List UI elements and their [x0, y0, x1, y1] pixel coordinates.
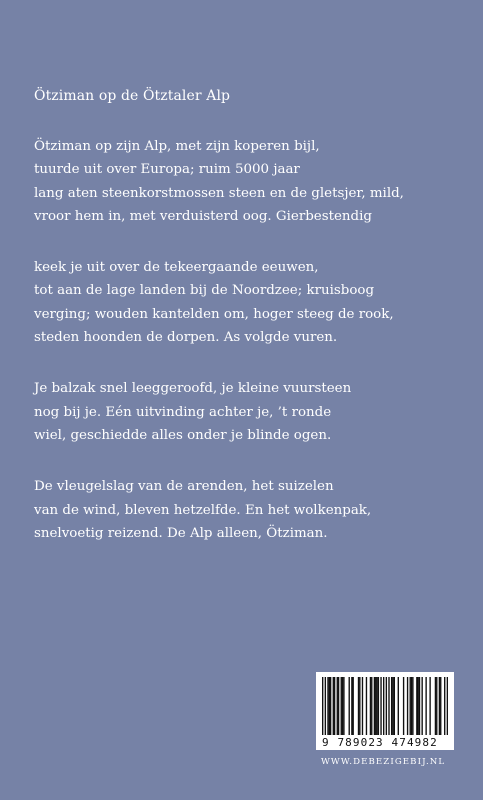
barcode-bars [322, 677, 448, 735]
poem-line: verging; wouden kantelden om, hoger steeg de rook, [34, 306, 394, 322]
barcode-bar [410, 677, 411, 735]
barcode-bar [362, 677, 363, 735]
barcode-bar [353, 677, 354, 735]
barcode-bar [416, 677, 417, 735]
barcode-bar [366, 677, 367, 735]
isbn-barcode [316, 672, 454, 750]
barcode-bar [412, 677, 413, 735]
poem-line: steden hoonden de dorpen. As volgde vuren. [34, 330, 338, 346]
barcode-bar [419, 677, 420, 735]
barcode-bar [380, 677, 381, 735]
isbn-number: 9 789023 474982 [322, 736, 438, 749]
barcode-bar [376, 677, 377, 735]
stanza-2 [34, 256, 454, 349]
barcode-bar [327, 677, 328, 735]
barcode-bar [411, 677, 412, 735]
barcode-bar [388, 677, 389, 735]
barcode-bar [440, 677, 441, 735]
barcode-bar [325, 677, 326, 735]
barcode-bar [329, 677, 330, 735]
barcode-bar [337, 677, 338, 735]
barcode-bar [342, 677, 343, 735]
barcode-bar [436, 677, 437, 735]
stanza-3 [34, 377, 454, 447]
poem-line: wiel, geschiedde alles onder je blinde ogen. [34, 427, 332, 443]
barcode-bar [417, 677, 418, 735]
barcode-bar [383, 677, 384, 735]
poem-line: Ötziman op zijn Alp, met zijn koperen bijl, [34, 139, 320, 154]
poem-line: Je balzak snel leeggeroofd, je kleine vuursteen [34, 381, 352, 397]
barcode-bar [391, 677, 392, 735]
barcode-bar [429, 677, 430, 735]
barcode-bar [403, 677, 404, 735]
poem-line: De vleugelslag van de arenden, het suizelen [34, 479, 334, 495]
barcode-bar [435, 677, 436, 735]
barcode-bar [330, 677, 331, 735]
poem-line: tot aan de lage landen bij de Noordzee; kruisboog [34, 283, 375, 299]
poem-line: nog bij je. Eén uitvinding achter je, ’t ronde [34, 404, 332, 420]
barcode-bar [322, 677, 323, 735]
barcode-bar [338, 677, 339, 735]
poem-line: lang aten steenkorstmossen steen en de gletsjer, mild, [34, 185, 404, 201]
barcode-bar [378, 677, 379, 735]
poem-line: van de wind, bleven hetzelfde. En het wolkenpak, [34, 502, 372, 518]
barcode-bar [371, 677, 372, 735]
barcode-bar [421, 677, 422, 735]
barcode-bar [349, 677, 350, 735]
barcode-bar [374, 677, 375, 735]
barcode-bar [407, 677, 408, 735]
barcode-bar [444, 677, 445, 735]
barcode-bar [370, 677, 371, 735]
barcode-bar [386, 677, 387, 735]
publisher-website: WWW.DEBEZIGEBIJ.NL [321, 757, 446, 767]
stanza-4 [34, 475, 454, 545]
barcode-bar [398, 677, 399, 735]
barcode-bar [375, 677, 376, 735]
barcode-bar [359, 677, 360, 735]
barcode-bar [341, 677, 342, 735]
poem-line: vroor hem in, met verduisterd oog. Gierbestendig [34, 208, 372, 224]
poem-line: snelvoetig reizend. De Alp alleen, Ötziman. [34, 525, 328, 541]
barcode-bar [425, 677, 426, 735]
poem-title: Ötziman op de Ötztaler Alp [34, 88, 231, 104]
poem-line: tuurde uit over Europa; ruim 5000 jaar [34, 162, 300, 178]
barcode-bar [358, 677, 359, 735]
barcode-bar [333, 677, 334, 735]
barcode-bar [447, 677, 448, 735]
stanza-1 [34, 135, 454, 228]
barcode-bar [439, 677, 440, 735]
barcode-bar [351, 677, 352, 735]
barcode-bar [334, 677, 335, 735]
barcode-bar [392, 677, 393, 735]
poem-body [34, 135, 454, 573]
barcode-bar [394, 677, 395, 735]
poem-line: keek je uit over de tekeergaande eeuwen, [34, 260, 319, 276]
barcode-bar [343, 677, 344, 735]
